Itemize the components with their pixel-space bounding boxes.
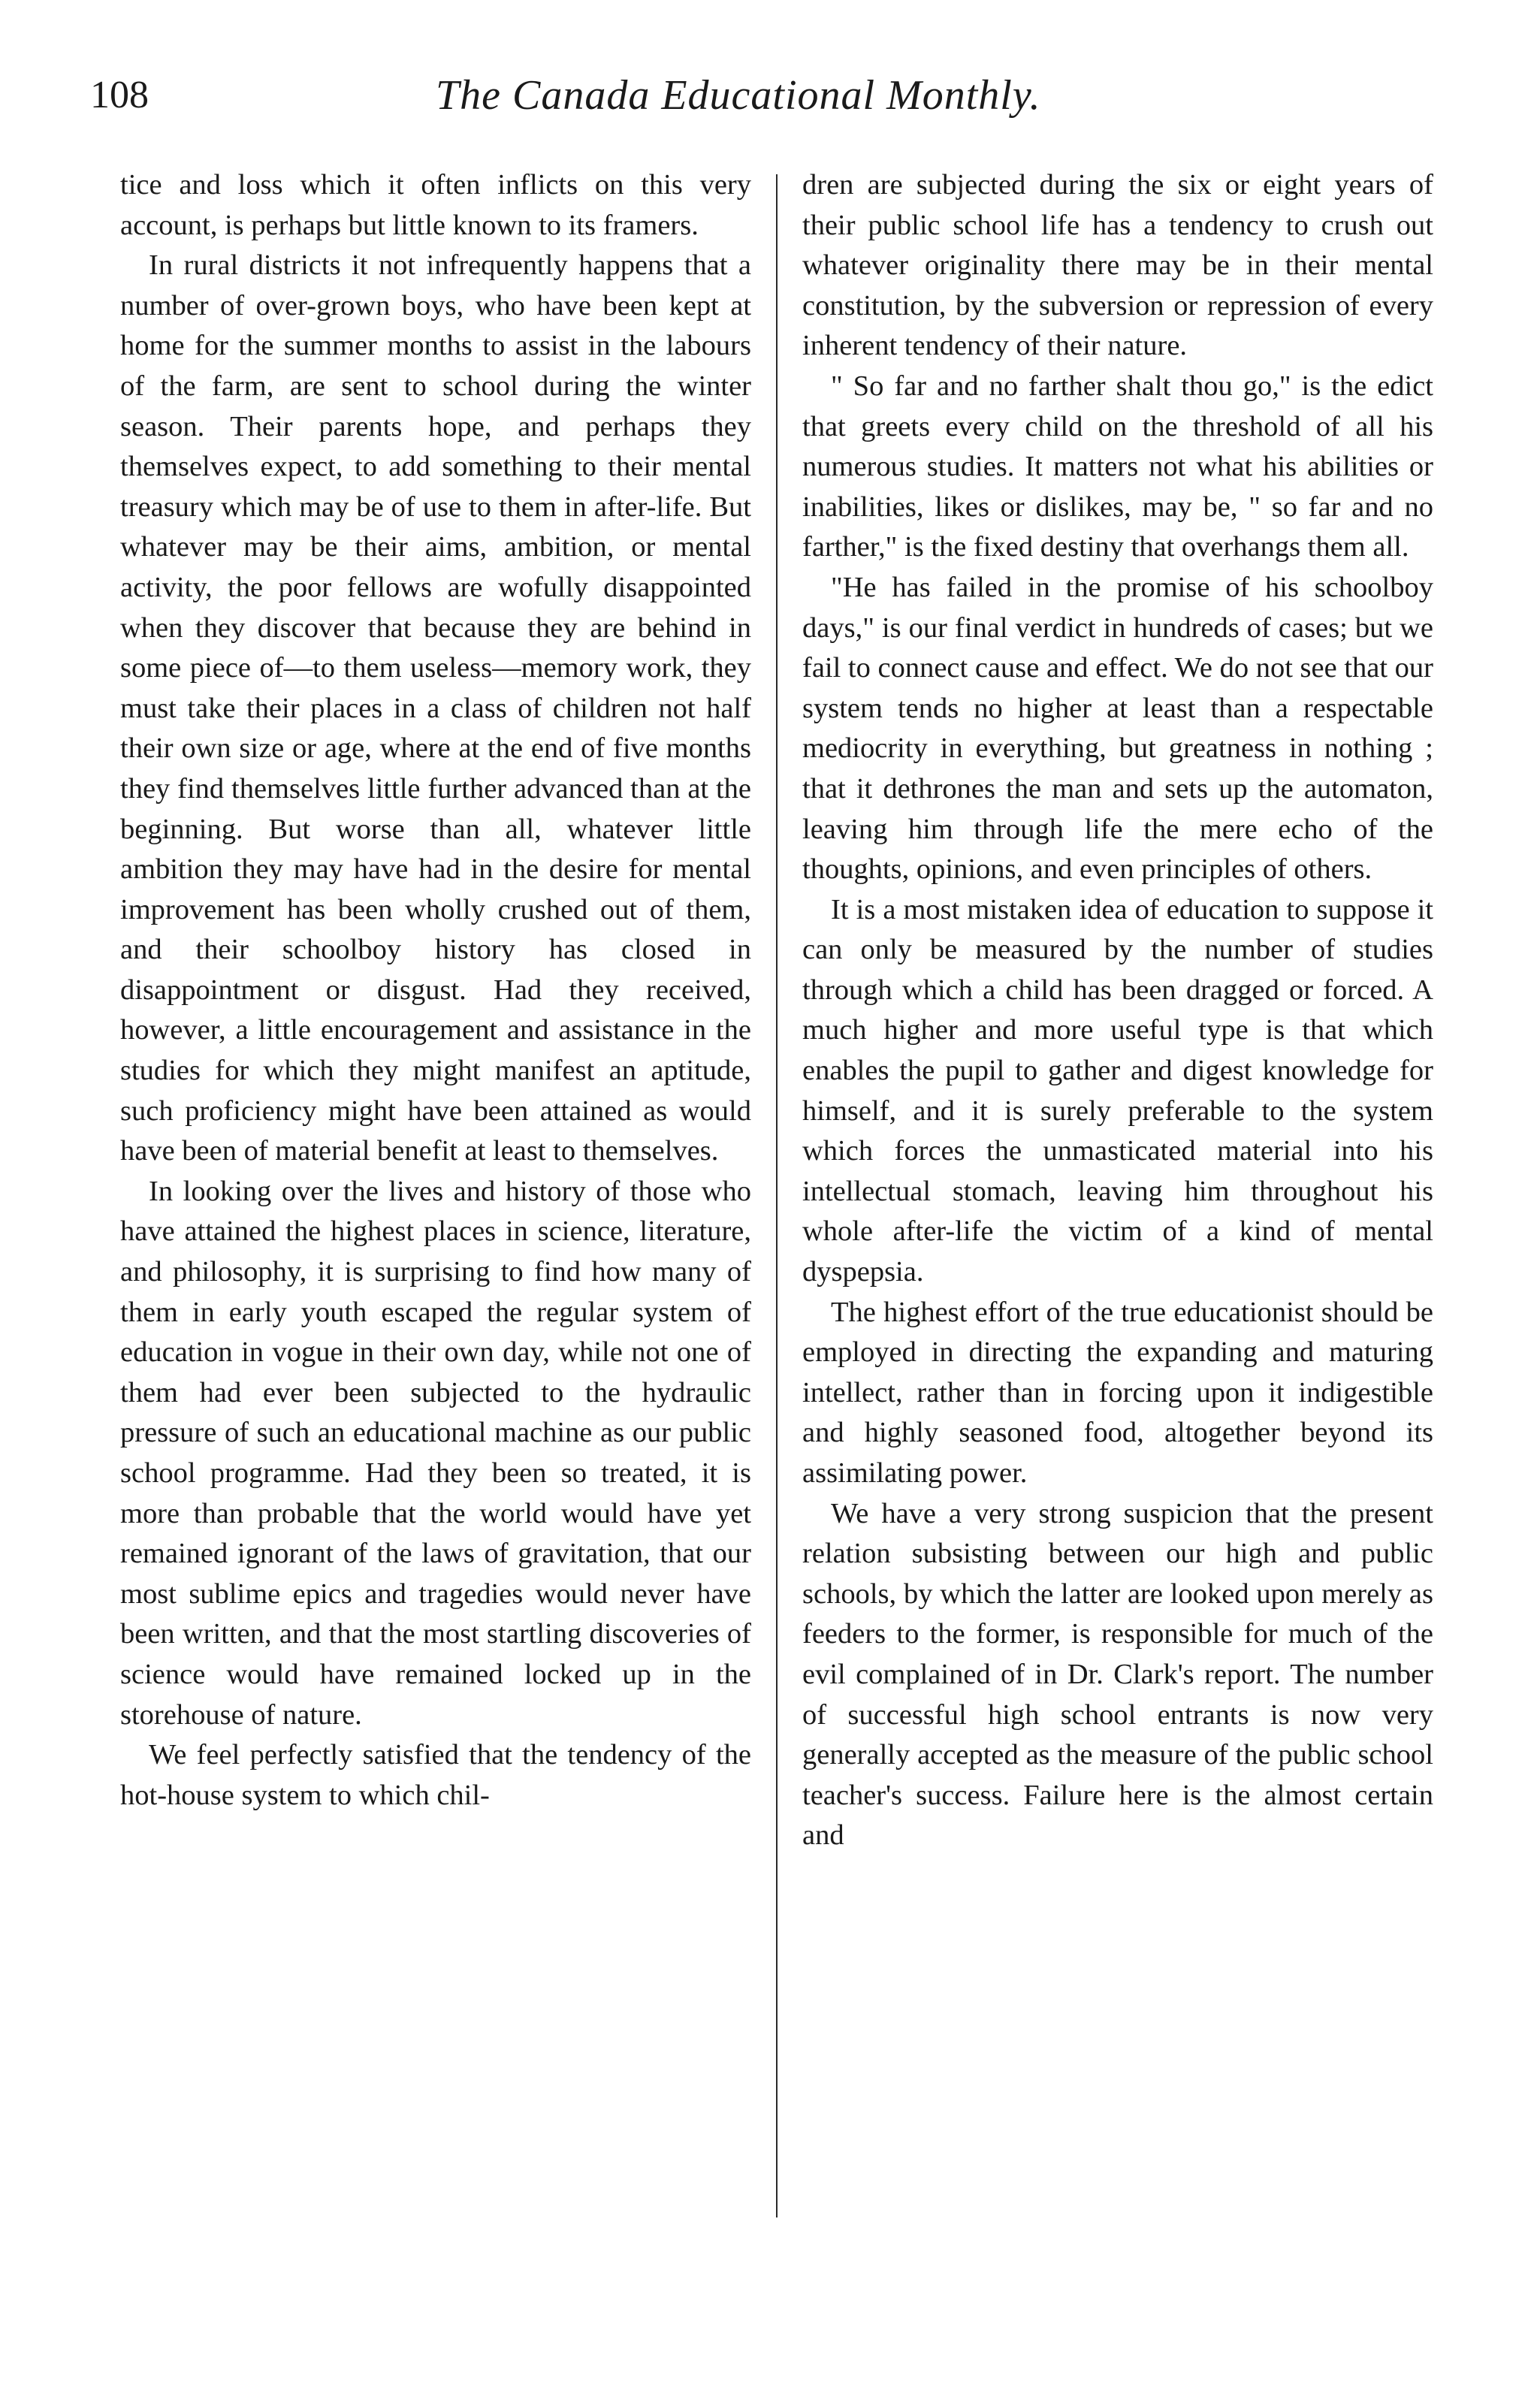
left-paragraph-2: In rural districts it not infrequently happens that a number of over-grown boys, who have been kept at home for the summer months to assist in the labours of the farm, are sent to school during the winter season. Their parents hope, and perhaps they themselves expect, to add something to their mental treasury which may be of use to them in after-life. But whatever may be their aims, ambition, or mental activity, the poor fellows are wofully disappointed when they discover that because they are behind in some piece of—to them useless—memory work, they must take their places in a class of children not half their own size or age, where at the end of five months they find themselves little further advanced than at the beginning. But worse than all, whatever little ambition they may have had in the desire for mental improvement has been wholly crushed out of them, and their schoolboy history has closed in disappointment or disgust. Had they received, however, a little encouragement and assistance in the studies for which they might manifest an aptitude, such proficiency might have been attained as would have been of material benefit at least to themselves. <box>120 249 751 1167</box>
right-paragraph-4: It is a most mistaken idea of education to suppose it can only be measured by the number of studies through which a child has been dragged or forced. A much higher and more useful type is that which enables the pupil to gather and digest knowledge for himself, and it is surely preferable to the system which forces the unmasticated material into his intellectual stomach, leaving him throughout his whole after-life the victim of a kind of mental dyspepsia. <box>802 893 1433 1288</box>
running-header <box>90 69 1420 137</box>
right-paragraph-3: "He has failed in the promise of his schoolboy days," is our final verdict in hundreds of cases; but we fail to connect cause and effect. We do not see that our system tends no higher at least than a respectable mediocrity in everything, but greatness in nothing ; that it dethrones the man and sets up the automaton, leaving him through life the mere echo of the thoughts, opinions, and even principles of others. <box>802 571 1434 886</box>
right-paragraph-1: dren are subjected during the six or eight years of their public school life has a tendency to crush out whatever originality there may be in their mental constitution, by the subversion or repression of every inherent tendency of their nature. <box>802 169 1433 362</box>
right-paragraph-2: " So far and no farther shalt thou go," is the edict that greets every child on the threshold of all his numerous studies. It matters not what his abilities or inabilities, likes or dislikes, may be, " so far and no farther," is the fixed destiny that overhangs them all. <box>802 370 1433 563</box>
page-number: 108 <box>90 74 149 116</box>
running-title: The Canada Educational Monthly. <box>436 72 1041 119</box>
left-paragraph-3: In looking over the lives and history of those who have attained the highest places in science, literature, and philosophy, it is surprising to find how many of them in early youth escaped the regular system of education in vogue in their own day, while not one of them had ever been subjected to the hydraulic pressure of such an educational machine as our public school programme. Had they been so treated, it is more than probable that the world would have yet remained ignorant of the laws of gravitation, that our most sublime epics and tragedies would never have been written, and that the most startling discoveries of science would have remained locked up in the storehouse of nature. <box>120 1175 751 1731</box>
right-paragraph-6: We have a very strong suspicion that the present relation subsisting between our high and public schools, by which the latter are looked upon merely as feeders to the former, is responsible for much of the evil complained of in Dr. Clark's report. The number of successful high school entrants is now very generally accepted as the measure of the public school teacher's success. Failure here is the almost certain and <box>802 1497 1433 1852</box>
column-divider <box>776 174 778 2217</box>
left-paragraph-4: We feel perfectly satisfied that the tendency of the hot-house system to which chil- <box>120 1739 751 1811</box>
left-column <box>120 165 751 1816</box>
left-paragraph-1: tice and loss which it often inflicts on this very account, is perhaps but little known to its framers. <box>120 169 751 241</box>
right-paragraph-5: The highest effort of the true educationist should be employed in directing the expanding and maturing intellect, rather than in forcing upon it indigestible and highly seasoned food, altogether beyond its assimilating power. <box>802 1296 1433 1489</box>
right-column <box>802 165 1433 1856</box>
